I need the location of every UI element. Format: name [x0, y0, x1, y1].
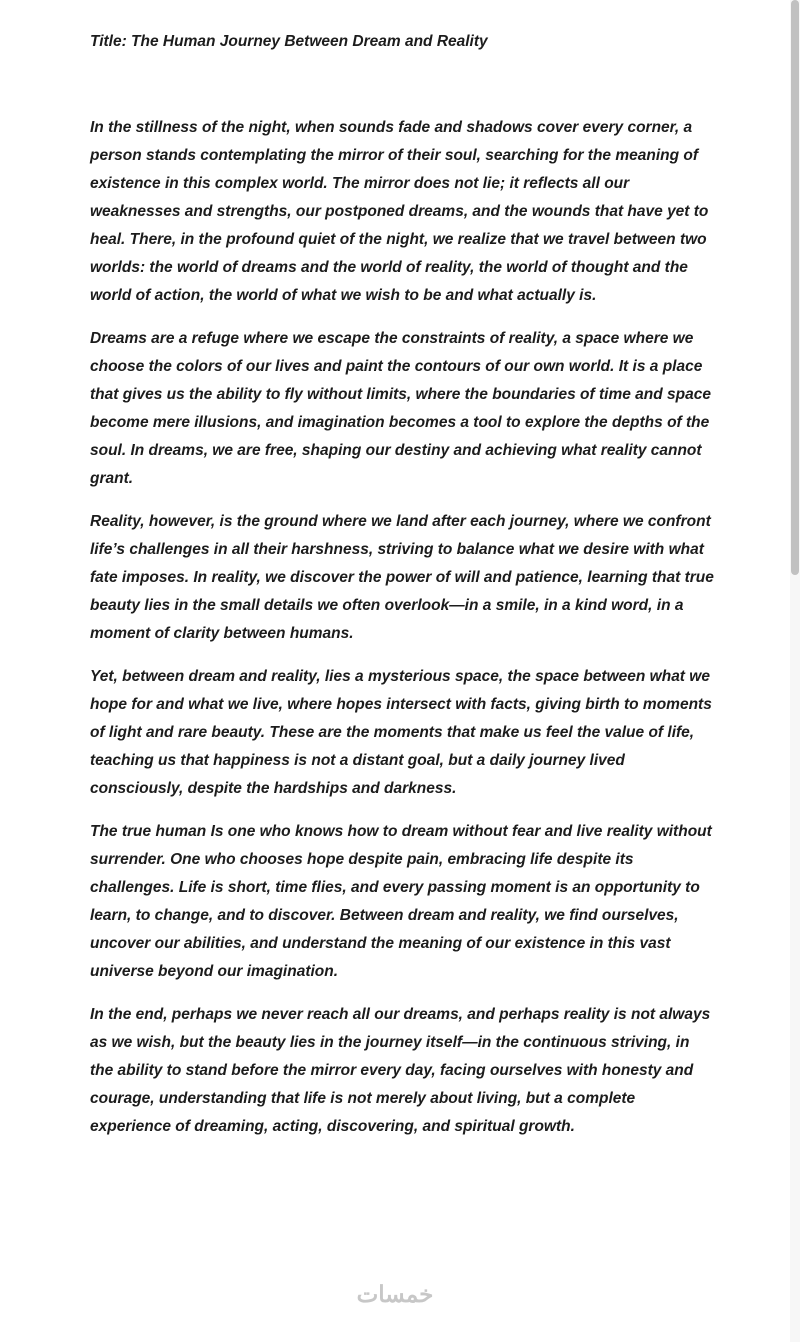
paragraph: In the stillness of the night, when sounds fade and shadows cover every corner, a person stands contemplating the mirror of their soul, searching for the meaning of existence in this complex world. The mirror does not lie; it reflects all our weaknesses and strengths, our postponed dreams, and the wounds that have yet to heal. There, in the profound quiet of the night, we realize that we travel between two worlds: the world of dreams and the world of reality, the world of thought and the world of action, the world of what we wish to be and what actually is.: [90, 119, 709, 304]
paragraph: The true human Is one who knows how to dream without fear and live reality without surrender. One who chooses hope despite pain, embracing life despite its challenges. Life is short, time flies, and every passing moment is an opportunity to learn, to change, and to discover. Between dream and reality, we find ourselves, uncover our abilities, and understand the meaning of our existence in this vast universe beyond our imagination.: [90, 823, 712, 980]
vertical-scrollbar-thumb[interactable]: [791, 0, 799, 575]
paragraph: Yet, between dream and reality, lies a mysterious space, the space between what we hope for and what we live, where hopes intersect with facts, giving birth to moments of light and rare beauty. These are the moments that make us feel the value of life, teaching us that happiness is not a distant goal, but a daily journey lived consciously, despite the hardships and darkness.: [90, 668, 712, 797]
watermark-text: خمسات: [356, 1281, 434, 1307]
document-title: Title: The Human Journey Between Dream and Reality: [90, 33, 488, 50]
paragraph: In the end, perhaps we never reach all our dreams, and perhaps reality is not always as we wish, but the beauty lies in the journey itself—in the continuous striving, in the ability to stand before the mirror every day, facing ourselves with honesty and courage, understanding that life is not merely about living, but a complete experience of dreaming, acting, discovering, and spiritual growth.: [90, 1006, 711, 1135]
vertical-scrollbar-track[interactable]: [790, 0, 800, 1342]
paragraph: Reality, however, is the ground where we land after each journey, where we confront life’s challenges in all their harshness, striving to balance what we desire with what fate imposes. In reality, we discover the power of will and patience, learning that true beauty lies in the small details we often overlook—in a smile, in a kind word, in a moment of clarity between humans.: [90, 513, 714, 642]
paragraph: Dreams are a refuge where we escape the constraints of reality, a space where we choose the colors of our lives and paint the contours of our own world. It is a place that gives us the ability to fly without limits, where the boundaries of time and space become mere illusions, and imagination becomes a tool to explore the depths of the soul. In dreams, we are free, shaping our destiny and achieving what reality cannot grant.: [90, 330, 711, 487]
